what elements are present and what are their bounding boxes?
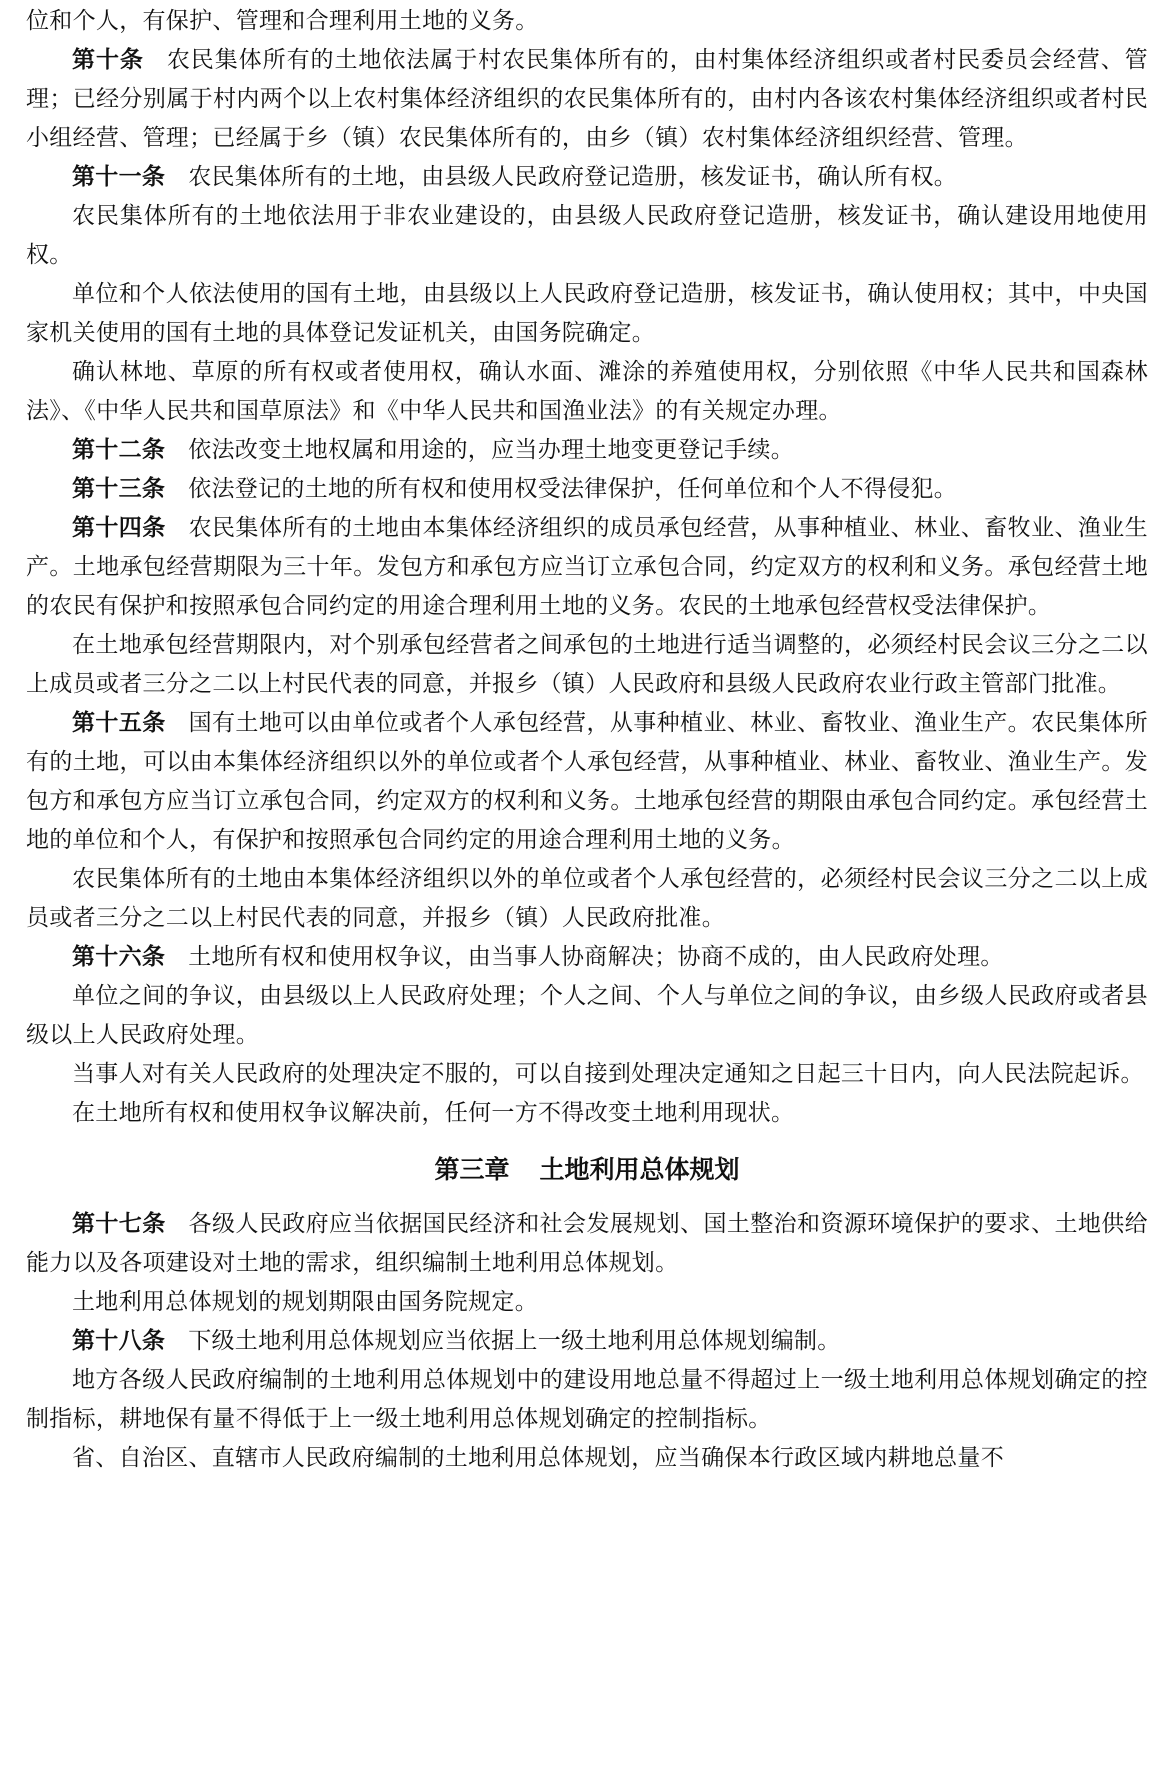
section-before: [26, 2, 1148, 1133]
paragraph: [26, 509, 1148, 626]
paragraph: [26, 275, 1148, 353]
article-number: 第十五条: [72, 710, 166, 736]
paragraph-text: 当事人对有关人民政府的处理决定不服的，可以自接到处理决定通知之日起三十日内，向人民法院起诉。: [72, 1061, 1144, 1087]
paragraph-text: 农民集体所有的土地，由县级人民政府登记造册，核发证书，确认所有权。: [188, 164, 958, 190]
article-number: 第十二条: [72, 437, 166, 463]
paragraph-text: 农民集体所有的土地依法用于非农业建设的，由县级人民政府登记造册，核发证书，确认建设用地使用权。: [26, 203, 1148, 268]
paragraph-text: 省、自治区、直辖市人民政府编制的土地利用总体规划，应当确保本行政区域内耕地总量不: [72, 1445, 1004, 1471]
paragraph-text: 农民集体所有的土地依法属于村农民集体所有的，由村集体经济组织或者村民委员会经营、管理；已经分别属于村内两个以上农村集体经济组织的农民集体所有的，由村内各该农村集体经济组织或者村民小组经营、管理；已经属于乡（镇）农民集体所有的，由乡（镇）农村集体经济组织经营、管理。: [26, 47, 1148, 151]
chapter-heading: [26, 1151, 1148, 1189]
article-number: 第十六条: [72, 944, 166, 970]
paragraph: [26, 158, 1148, 197]
article-number: 第十八条: [72, 1328, 166, 1354]
paragraph: [26, 1094, 1148, 1133]
paragraph: [26, 860, 1148, 938]
article-number: 第十三条: [72, 476, 166, 502]
paragraph-text: 在土地所有权和使用权争议解决前，任何一方不得改变土地利用现状。: [72, 1100, 795, 1126]
paragraph-text: 在土地承包经营期限内，对个别承包经营者之间承包的土地进行适当调整的，必须经村民会议三分之二以上成员或者三分之二以上村民代表的同意，并报乡（镇）人民政府和县级人民政府农业行政主管部门批准。: [26, 632, 1148, 697]
paragraph-text: 依法改变土地权属和用途的，应当办理土地变更登记手续。: [188, 437, 795, 463]
paragraph-text: 各级人民政府应当依据国民经济和社会发展规划、国土整治和资源环境保护的要求、土地供给能力以及各项建设对土地的需求，组织编制土地利用总体规划。: [26, 1211, 1148, 1276]
paragraph: [26, 2, 1148, 41]
paragraph-text: 地方各级人民政府编制的土地利用总体规划中的建设用地总量不得超过上一级土地利用总体规划确定的控制指标，耕地保有量不得低于上一级土地利用总体规划确定的控制指标。: [26, 1367, 1148, 1432]
paragraph: [26, 704, 1148, 860]
paragraph-text: 单位之间的争议，由县级以上人民政府处理；个人之间、个人与单位之间的争议，由乡级人民政府或者县级以上人民政府处理。: [26, 983, 1148, 1048]
section-after: [26, 1205, 1148, 1478]
paragraph: [26, 1205, 1148, 1283]
paragraph-text: 土地利用总体规划的规划期限由国务院规定。: [72, 1289, 538, 1315]
article-number: 第十七条: [72, 1211, 166, 1237]
paragraph: [26, 41, 1148, 158]
paragraph: [26, 1361, 1148, 1439]
paragraph-text: 国有土地可以由单位或者个人承包经营，从事种植业、林业、畜牧业、渔业生产。农民集体所有的土地，可以由本集体经济组织以外的单位或者个人承包经营，从事种植业、林业、畜牧业、渔业生产。发包方和承包方应当订立承包合同，约定双方的权利和义务。土地承包经营的期限由承包合同约定。承包经营土地的单位和个人，有保护和按照承包合同约定的用途合理利用土地的义务。: [26, 710, 1148, 853]
paragraph: [26, 938, 1148, 977]
paragraph: [26, 353, 1148, 431]
paragraph-text: 确认林地、草原的所有权或者使用权，确认水面、滩涂的养殖使用权，分别依照《中华人民共和国森林法》、《中华人民共和国草原法》和《中华人民共和国渔业法》的有关规定办理。: [26, 359, 1148, 424]
paragraph: [26, 977, 1148, 1055]
paragraph: [26, 626, 1148, 704]
paragraph: [26, 431, 1148, 470]
article-number: 第十四条: [72, 515, 166, 541]
paragraph-text: 位和个人，有保护、管理和合理利用土地的义务。: [26, 8, 539, 34]
article-number: 第十条: [72, 47, 144, 73]
paragraph-text: 下级土地利用总体规划应当依据上一级土地利用总体规划编制。: [188, 1328, 841, 1354]
chapter-title: 土地利用总体规划: [539, 1155, 740, 1184]
paragraph: [26, 197, 1148, 275]
paragraph: [26, 1055, 1148, 1094]
paragraph: [26, 1322, 1148, 1361]
paragraph-text: 土地所有权和使用权争议，由当事人协商解决；协商不成的，由人民政府处理。: [188, 944, 1004, 970]
document-page: [26, 2, 1148, 1478]
paragraph: [26, 1283, 1148, 1322]
paragraph: [26, 470, 1148, 509]
paragraph-text: 依法登记的土地的所有权和使用权受法律保护，任何单位和个人不得侵犯。: [188, 476, 958, 502]
paragraph: [26, 1439, 1148, 1478]
chapter-number: 第三章: [434, 1155, 510, 1184]
article-number: 第十一条: [72, 164, 166, 190]
paragraph-text: 单位和个人依法使用的国有土地，由县级以上人民政府登记造册，核发证书，确认使用权；其中，中央国家机关使用的国有土地的具体登记发证机关，由国务院确定。: [26, 281, 1148, 346]
paragraph-text: 农民集体所有的土地由本集体经济组织以外的单位或者个人承包经营的，必须经村民会议三分之二以上成员或者三分之二以上村民代表的同意，并报乡（镇）人民政府批准。: [26, 866, 1148, 931]
paragraph-text: 农民集体所有的土地由本集体经济组织的成员承包经营，从事种植业、林业、畜牧业、渔业生产。土地承包经营期限为三十年。发包方和承包方应当订立承包合同，约定双方的权利和义务。承包经营土地的农民有保护和按照承包合同约定的用途合理利用土地的义务。农民的土地承包经营权受法律保护。: [26, 515, 1148, 619]
